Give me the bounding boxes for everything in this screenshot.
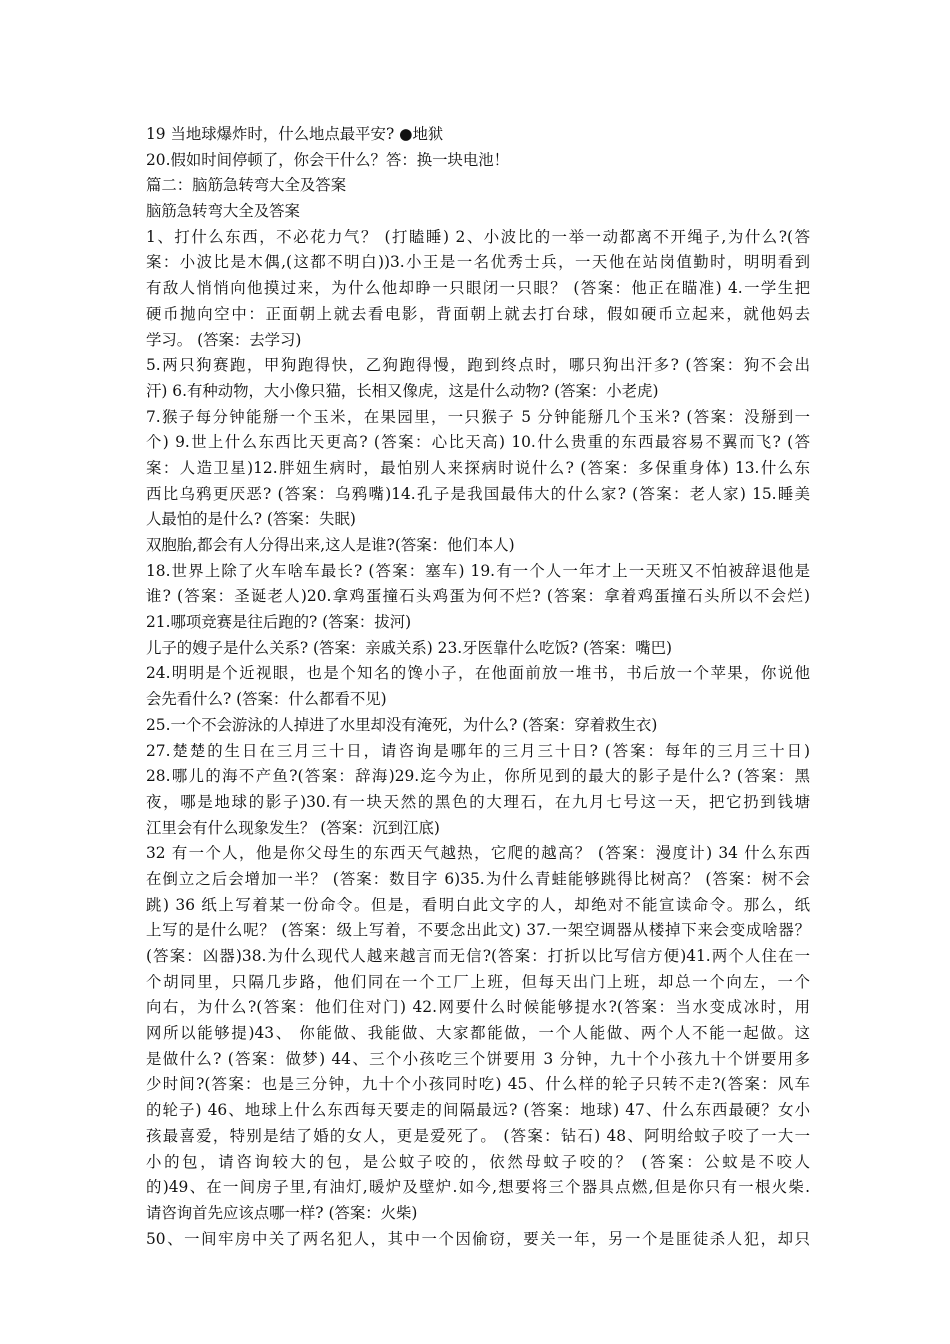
- text-line: 28.哪儿的海不产鱼?(答案：辞海)29.迄今为止，你所见到的最大的影子是什么? (答案：黑: [146, 767, 810, 786]
- text-line: 50、一间牢房中关了两名犯人，其中一个因偷窃，要关一年，另一个是匪徒杀人犯，却只: [146, 1229, 810, 1248]
- text-line: 个胡同里，只隔几步路，他们同在一个工厂上班，但每天出门上班，却总一个向左，一个: [146, 972, 810, 991]
- text-line: 个) 9.世上什么东西比天更高? (答案：心比天高) 10.什么贵重的东西最容易不翼而飞? (答: [146, 433, 810, 452]
- text-line: 篇二：脑筋急转弯大全及答案: [146, 176, 347, 195]
- text-line: 21.哪项竞赛是往后跑的? (答案：拔河): [146, 613, 412, 632]
- document-page: [146, 122, 810, 1252]
- text-line: 是做什么? (答案：做梦) 44、三个小孩吃三个饼要用 3 分钟，九十个小孩九十个饼要用多: [146, 1049, 810, 1068]
- text-line: 谁? (答案：圣诞老人)20.拿鸡蛋撞石头鸡蛋为何不烂? (答案：拿着鸡蛋撞石头所以不会烂): [146, 587, 810, 606]
- text-line: 少时间?(答案：也是三分钟，九十个小孩同时吃) 45、什么样的轮子只转不走?(答案：风车: [146, 1075, 810, 1094]
- text-line: 汗) 6.有种动物，大小像只猫，长相又像虎，这是什么动物? (答案：小老虎): [146, 381, 659, 400]
- text-line: 有敌人悄悄向他摸过来，为什么他却睁一只眼闭一只眼？ (答案：他正在瞄准) 4.一学生把: [146, 279, 810, 298]
- text-line: 跳) 36 纸上写着某一份命令。但是，看明白此文字的人，却绝对不能宣读命令。那么，纸: [146, 895, 810, 914]
- text-line: 人最怕的是什么? (答案：失眠): [146, 510, 356, 529]
- text-line: 江里会有什么现象发生？ (答案：沉到江底): [146, 818, 440, 837]
- text-line: 5.两只狗赛跑，甲狗跑得快，乙狗跑得慢，跑到终点时，哪只狗出汗多? (答案：狗不会出: [146, 356, 810, 375]
- text-line: 案：小波比是木偶,(这都不明白))3.小王是一名优秀士兵，一天他在站岗值勤时，明明看到: [146, 253, 810, 272]
- text-line: 会先看什么? (答案：什么都看不见): [146, 690, 387, 709]
- text-line: 夜，哪是地球的影子)30.有一块天然的黑色的大理石，在九月七号这一天，把它扔到钱塘: [146, 792, 810, 811]
- text-line: 孩最喜爱，特别是结了婚的女人，更是爱死了。 (答案：钻石) 48、阿明给蚊子咬了一大一: [146, 1126, 810, 1145]
- text-line: 20.假如时间停顿了，你会干什么？答：换一块电池！: [146, 150, 510, 169]
- text-line: 西比乌鸦更厌恶? (答案：乌鸦嘴)14.孔子是我国最伟大的什么家? (答案：老人家) 15.睡美: [146, 484, 810, 503]
- text-line: 脑筋急转弯大全及答案: [146, 202, 300, 221]
- text-line: 19 当地球爆炸时，什么地点最平安? ●地狱: [146, 125, 444, 143]
- text-line: 双胞胎,都会有人分得出来,这人是谁?(答案：他们本人): [146, 536, 515, 554]
- text-line: 上写的是什么呢？ (答案：级上写着，不要念出此文) 37.一架空调器从楼掉下来会变成啥器？: [146, 921, 810, 940]
- text-line: 7.猴子每分钟能掰一个玉米，在果园里，一只猴子 5 分钟能掰几个玉米? (答案：没掰到一: [146, 407, 810, 426]
- text-line: 向右，为什么?(答案：他们住对门) 42.网要什么时候能够提水?(答案：当水变成冰时，用: [146, 998, 810, 1017]
- text-line: 儿子的嫂子是什么关系? (答案：亲戚关系) 23.牙医靠什么吃饭? (答案：嘴巴): [146, 638, 673, 657]
- text-line: 硬币抛向空中：正面朝上就去看电影，背面朝上就去打台球，假如硬币立起来，就他妈去: [146, 304, 810, 323]
- text-line: 25.一个不会游泳的人掉进了水里却没有淹死，为什么? (答案：穿着救生衣): [146, 715, 658, 734]
- text-line: 27.楚楚的生日在三月三十日，请咨询是哪年的三月三十日? (答案：每年的三月三十日): [146, 741, 810, 760]
- text-line: 学习。 (答案：去学习): [146, 330, 302, 349]
- text-line: 的轮子) 46、地球上什么东西每天要走的间隔最远? (答案：地球) 47、什么东西最硬？女小: [146, 1101, 810, 1120]
- text-line: 的)49、在一间房子里,有油灯,暖炉及壁炉.如今,想要将三个器具点燃,但是你只有一根火柴.: [146, 1178, 810, 1197]
- text-line: 1、打什么东西，不必花力气？ (打瞌睡) 2、小波比的一举一动都离不开绳子,为什么?(答: [146, 227, 810, 246]
- text-line: 在倒立之后会增加一半？ (答案：数目字 6)35.为什么青蛙能够跳得比树高？ (答案：树不会: [146, 869, 810, 888]
- text-line: (答案：凶器)38.为什么现代人越来越言而无信?(答案：打折以比写信方便)41.两个人住在一: [146, 947, 810, 965]
- text-line: 案：人造卫星)12.胖妞生病时，最怕别人来探病时说什么? (答案：多保重身体) 13.什么东: [146, 458, 810, 477]
- text-line: 18.世界上除了火车啥车最长? (答案：塞车) 19.有一个人一年才上一天班又不怕被辞退他是: [146, 561, 810, 580]
- text-line: 小的包，请咨询较大的包，是公蚊子咬的，依然母蚊子咬的？ (答案：公蚊是不咬人: [146, 1152, 810, 1171]
- text-line: 24.明明是个近视眼，也是个知名的馋小子，在他面前放一堆书，书后放一个苹果，你说他: [146, 664, 810, 683]
- text-line: 32 有一个人，他是你父母生的东西天气越热，它爬的越高？ (答案：漫度计) 34 什么东西: [146, 844, 810, 863]
- text-line: 请咨询首先应该点哪一样? (答案：火柴): [146, 1203, 418, 1222]
- text-line: 网所以能够提)43、 你能做、我能做、大家都能做，一个人能做、两个人不能一起做。这: [146, 1024, 810, 1043]
